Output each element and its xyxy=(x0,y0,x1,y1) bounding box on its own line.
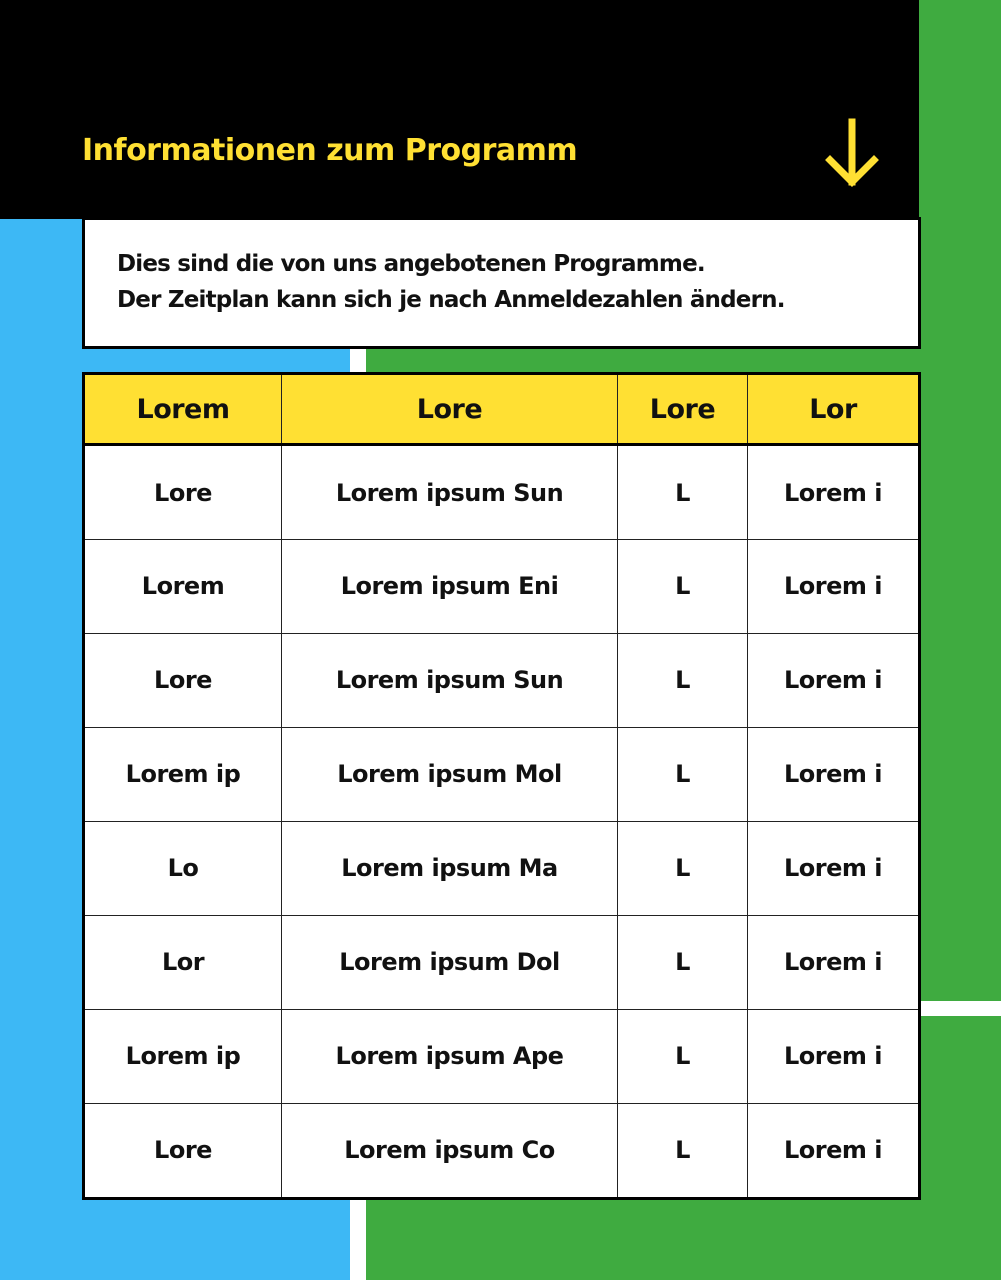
column-header: Lore xyxy=(282,374,618,445)
table-cell: Lor xyxy=(84,915,282,1009)
table-cell: Lorem i xyxy=(748,1009,920,1103)
table-cell: Lorem i xyxy=(748,727,920,821)
table-cell: Lorem i xyxy=(748,915,920,1009)
background-green-strip-top xyxy=(919,0,1001,1001)
table-cell: Lorem xyxy=(84,540,282,634)
column-header: Lore xyxy=(618,374,748,445)
table-cell: Lorem ipsum Eni xyxy=(282,540,618,634)
column-header: Lor xyxy=(748,374,920,445)
table-cell: Lorem ipsum Sun xyxy=(282,445,618,540)
table-cell: L xyxy=(618,633,748,727)
table-row xyxy=(84,821,920,915)
table-row xyxy=(84,633,920,727)
table-cell: Lore xyxy=(84,633,282,727)
program-table xyxy=(82,372,921,1200)
table-cell: Lorem ipsum Ape xyxy=(282,1009,618,1103)
table-cell: Lorem ipsum Co xyxy=(282,1103,618,1198)
table-row xyxy=(84,915,920,1009)
table-cell: L xyxy=(618,540,748,634)
table-cell: L xyxy=(618,445,748,540)
table-cell: L xyxy=(618,1103,748,1198)
table-row xyxy=(84,1103,920,1198)
table-cell: Lorem ip xyxy=(84,727,282,821)
intro-box xyxy=(82,217,921,349)
table-cell: Lorem ipsum Sun xyxy=(282,633,618,727)
table-cell: Lo xyxy=(84,821,282,915)
page-title: Informationen zum Programm xyxy=(82,133,578,168)
table-cell: Lorem i xyxy=(748,821,920,915)
header-bar xyxy=(0,0,919,219)
arrow-down-icon xyxy=(822,118,882,190)
table-cell: Lore xyxy=(84,1103,282,1198)
table-cell: Lore xyxy=(84,445,282,540)
table-cell: L xyxy=(618,915,748,1009)
table-row xyxy=(84,1009,920,1103)
table-row xyxy=(84,540,920,634)
table-cell: L xyxy=(618,727,748,821)
table-cell: Lorem ip xyxy=(84,1009,282,1103)
table-cell: Lorem ipsum Mol xyxy=(282,727,618,821)
table-cell: Lorem i xyxy=(748,540,920,634)
table-cell: Lorem ipsum Ma xyxy=(282,821,618,915)
table-row xyxy=(84,727,920,821)
table-cell: L xyxy=(618,821,748,915)
table-cell: Lorem i xyxy=(748,633,920,727)
table-cell: Lorem i xyxy=(748,445,920,540)
table-cell: Lorem ipsum Dol xyxy=(282,915,618,1009)
table-row xyxy=(84,445,920,540)
table-cell: L xyxy=(618,1009,748,1103)
column-header: Lorem xyxy=(84,374,282,445)
background-green-strip-bottom xyxy=(919,1016,1001,1280)
intro-text-line-2: Der Zeitplan kann sich je nach Anmeldezahlen ändern. xyxy=(117,287,785,313)
intro-text-line-1: Dies sind die von uns angebotenen Programme. xyxy=(117,251,705,277)
table-cell: Lorem i xyxy=(748,1103,920,1198)
table-header-row xyxy=(84,374,920,445)
